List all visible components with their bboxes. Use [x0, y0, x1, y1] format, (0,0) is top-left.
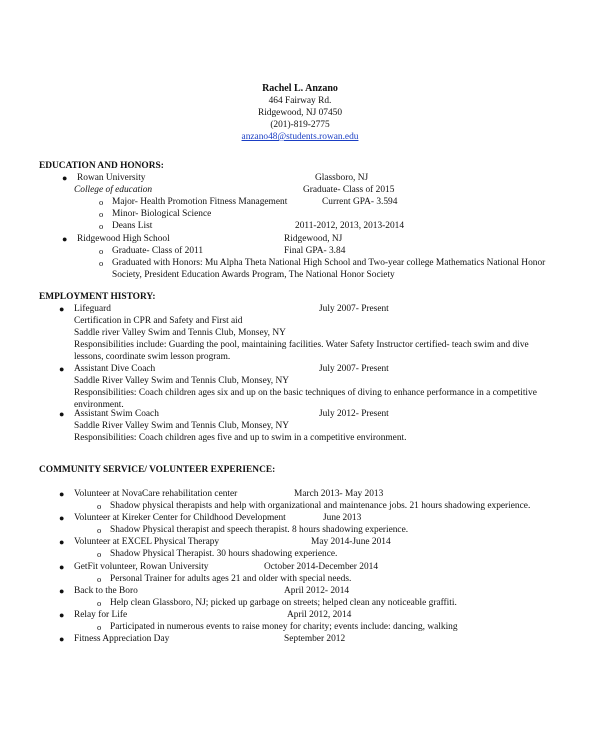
relay-date: April 2012, 2014 — [287, 610, 352, 620]
novacare-detail: Shadow physical therapists and help with organizational and maintenance jobs. 21 hours shadowing experience. — [110, 501, 531, 511]
community-heading: COMMUNITY SERVICE/ VOLUNTEER EXPERIENCE: — [39, 465, 276, 475]
ridgewood-name: Ridgewood High School — [77, 234, 170, 244]
circle-bullet-icon: o — [97, 598, 102, 608]
list-item — [62, 172, 557, 184]
list-item — [59, 303, 554, 315]
circle-bullet-icon: o — [99, 258, 104, 268]
ridgewood-location: Ridgewood, NJ — [284, 234, 343, 244]
rowan-name: Rowan University — [77, 173, 146, 183]
getfit-date: October 2014-December 2014 — [264, 562, 379, 572]
list-item — [99, 257, 546, 269]
list-item — [97, 548, 338, 560]
email-link[interactable]: anzano48@students.rowan.edu — [241, 132, 359, 142]
getfit-detail: Personal Trainer for adults ages 21 and older with special needs. — [110, 574, 352, 584]
list-item — [99, 196, 552, 208]
city-line: Ridgewood, NJ 07450 — [257, 108, 343, 118]
boro-detail: Help clean Glassboro, NJ; picked up garbage on streets; helped clean any noticeable graffiti. — [110, 598, 457, 608]
novacare-date: March 2013- May 2013 — [294, 489, 384, 499]
novacare-title: Volunteer at NovaCare rehabilitation center — [74, 489, 238, 499]
address-line: 464 Fairway Rd. — [268, 96, 332, 106]
dive-date: July 2007- Present — [319, 364, 389, 374]
rowan-major: Major- Health Promotion Fitness Management — [112, 197, 288, 207]
list-item — [97, 573, 352, 585]
list-item — [99, 220, 552, 232]
list-item — [97, 500, 531, 512]
ridgewood-honors-cont: Society, President Education Awards Program, The National Honor Society — [112, 270, 395, 280]
circle-bullet-icon: o — [97, 574, 102, 584]
dive-title: Assistant Dive Coach — [74, 364, 156, 374]
list-item — [97, 524, 409, 536]
bullet-icon: ● — [59, 513, 65, 523]
dive-resp-cont: environment. — [74, 400, 124, 410]
list-item — [59, 408, 554, 420]
bullet-icon: ● — [59, 489, 65, 499]
ridgewood-honors: Graduated with Honors: Mu Alpha Theta National High School and Two-year college Mathematics National Honor — [112, 258, 546, 268]
dive-place: Saddle River Valley Swim and Tennis Club, Monsey, NY — [74, 376, 290, 386]
phone-line: (201)-819-2775 — [270, 120, 330, 130]
rowan-minor: Minor- Biological Science — [112, 209, 212, 219]
bullet-icon: ● — [59, 364, 65, 374]
lifeguard-place: Saddle river Valley Swim and Tennis Club, Monsey, NY — [74, 328, 286, 338]
dive-resp: Responsibilities: Coach children ages six and up on the basic techniques of diving to enhance performance in a competitive — [74, 388, 537, 398]
lifeguard-cert: Certification in CPR and Safety and First aid — [74, 316, 243, 326]
bullet-icon: ● — [59, 409, 65, 419]
bullet-icon: ● — [59, 634, 65, 644]
bullet-icon: ● — [62, 234, 68, 244]
rowan-college: College of education — [74, 185, 153, 195]
list-item — [59, 488, 554, 500]
bullet-icon: ● — [59, 586, 65, 596]
circle-bullet-icon: o — [99, 197, 104, 207]
list-item — [62, 233, 557, 245]
lifeguard-resp-cont: lessons, coordinate swim lesson program. — [74, 352, 231, 362]
kireker-title: Volunteer at Kireker Center for Childhood Development — [74, 513, 286, 523]
ridgewood-grad: Graduate- Class of 2011 — [112, 246, 204, 256]
excel-detail: Shadow Physical Therapist. 30 hours shadowing experience. — [110, 549, 338, 559]
boro-title: Back to the Boro — [74, 586, 138, 596]
rowan-deans-years: 2011-2012, 2013, 2013-2014 — [295, 221, 405, 231]
bullet-icon: ● — [59, 304, 65, 314]
bullet-icon: ● — [59, 610, 65, 620]
rowan-deans: Deans List — [112, 221, 153, 231]
circle-bullet-icon: o — [97, 622, 102, 632]
circle-bullet-icon: o — [99, 246, 104, 256]
rowan-location: Glassboro, NJ — [315, 173, 369, 183]
excel-title: Volunteer at EXCEL Physical Therapy — [74, 537, 220, 547]
list-item — [59, 561, 554, 573]
relay-title: Relay for Life — [74, 610, 128, 620]
kireker-date: June 2013 — [323, 513, 362, 523]
circle-bullet-icon: o — [97, 525, 102, 535]
resume-name: Rachel L. Anzano — [262, 83, 338, 94]
list-item — [97, 597, 457, 609]
circle-bullet-icon: o — [97, 549, 102, 559]
swim-resp: Responsibilities: Coach children ages five and up to swim in a competitive environment. — [74, 433, 407, 443]
lifeguard-resp: Responsibilities include: Guarding the pool, maintaining facilities. Water Safety Instructor certified- teach swim and dive — [74, 340, 529, 350]
list-item — [99, 208, 212, 220]
list-item — [59, 609, 554, 621]
excel-date: May 2014-June 2014 — [311, 537, 391, 547]
fitness-title: Fitness Appreciation Day — [74, 634, 170, 644]
employment-heading: EMPLOYMENT HISTORY: — [39, 292, 156, 302]
list-item — [59, 536, 554, 548]
swim-place: Saddle River Valley Swim and Tennis Club, Monsey, NY — [74, 421, 290, 431]
bullet-icon: ● — [59, 562, 65, 572]
list-item — [59, 512, 554, 524]
list-item — [59, 585, 554, 597]
education-heading: EDUCATION AND HONORS: — [39, 161, 164, 171]
rowan-gpa: Current GPA- 3.594 — [322, 197, 398, 207]
rowan-grad: Graduate- Class of 2015 — [303, 185, 395, 195]
lifeguard-title: Lifeguard — [74, 304, 111, 314]
list-item — [74, 184, 554, 196]
relay-detail: Participated in numerous events to raise money for charity; events include: dancing, walking — [110, 622, 458, 632]
getfit-title: GetFit volunteer, Rowan University — [74, 562, 209, 572]
bullet-icon: ● — [62, 173, 68, 183]
bullet-icon: ● — [59, 537, 65, 547]
list-item — [97, 621, 458, 633]
kireker-detail: Shadow Physical therapist and speech therapist. 8 hours shadowing experience. — [110, 525, 409, 535]
swim-title: Assistant Swim Coach — [74, 409, 159, 419]
circle-bullet-icon: o — [97, 501, 102, 511]
list-item — [59, 633, 554, 645]
circle-bullet-icon: o — [99, 221, 104, 231]
list-item — [99, 245, 552, 257]
ridgewood-gpa: Final GPA- 3.84 — [284, 246, 346, 256]
fitness-date: September 2012 — [284, 634, 346, 644]
list-item — [59, 363, 554, 375]
lifeguard-date: July 2007- Present — [319, 304, 389, 314]
circle-bullet-icon: o — [99, 209, 104, 219]
boro-date: April 2012- 2014 — [284, 586, 350, 596]
swim-date: July 2012- Present — [319, 409, 389, 419]
